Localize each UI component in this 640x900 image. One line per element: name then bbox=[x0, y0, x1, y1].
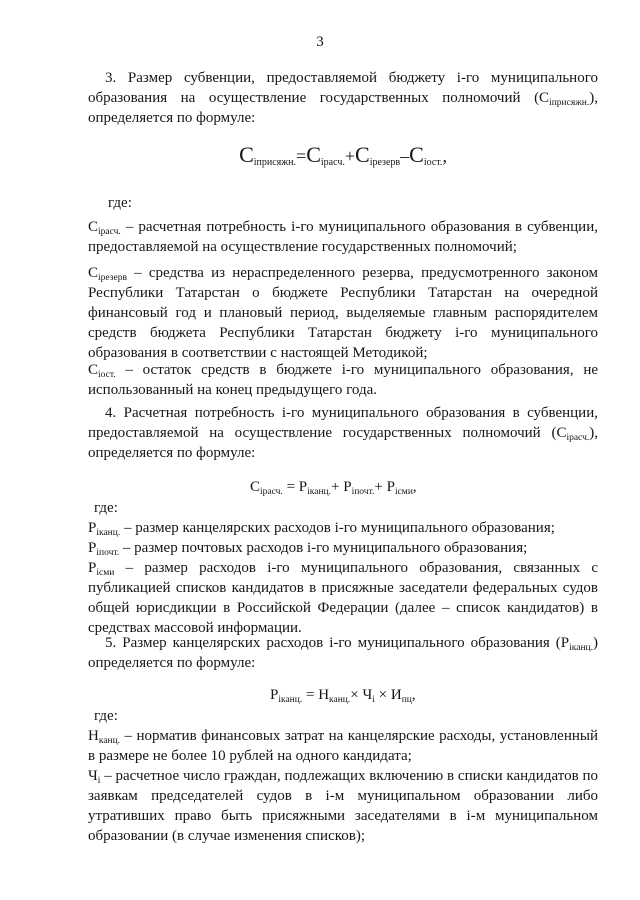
paragraph-4-subscript: iрасч. bbox=[566, 433, 590, 443]
definition-p-pocht bbox=[88, 538, 598, 558]
term-definition: – расчетное число граждан, подлежащих включению в списки кандидатов по заявкам председателей судов в i-м муниципальном образовании либо утративших право быть присяжными заседателями в i-м муниципальном образовании (в случае изменения списков); bbox=[88, 768, 598, 844]
term-subscript: iканц. bbox=[96, 528, 121, 538]
formula-operator: + bbox=[374, 479, 387, 495]
term-subscript: iрезерв bbox=[98, 273, 127, 283]
page-number: 3 bbox=[316, 34, 324, 50]
formula-operator: + bbox=[331, 479, 344, 495]
paragraph-5-subscript: iканц. bbox=[569, 643, 593, 653]
formula-symbol: C bbox=[306, 142, 321, 167]
paragraph-3-text: 3. Размер субвенции, предоставляемой бюджету i-го муниципального образования на осуществление государственных полномочий (С bbox=[88, 70, 598, 106]
formula-subscript: канц. bbox=[329, 695, 351, 705]
definition-p-smi bbox=[88, 558, 598, 638]
formula-subscript: iканц. bbox=[278, 695, 303, 705]
formula-symbol: P bbox=[386, 479, 395, 495]
definition-p-kanc bbox=[88, 518, 598, 538]
formula-operator: + bbox=[344, 146, 356, 166]
term-definition: – норматив финансовых затрат на канцелярские расходы, установленный в размере не более 10 рублей на одного кандидата; bbox=[88, 728, 598, 764]
paragraph-4-tail: ), определяется по формуле: bbox=[88, 425, 598, 461]
definition-c-rasch bbox=[88, 217, 598, 257]
definition-n-kanc bbox=[88, 726, 598, 766]
term-symbol: P bbox=[88, 560, 97, 576]
term-symbol: C bbox=[88, 362, 99, 378]
where-label-2: где: bbox=[94, 500, 118, 516]
definition-c-rezerv bbox=[88, 263, 598, 363]
formula-symbol: Ч bbox=[362, 687, 373, 703]
formula-symbol: P bbox=[270, 687, 279, 703]
term-definition: – остаток средств в бюджете i-го муниципального образования, не использованный на конец предыдущего года. bbox=[88, 362, 598, 398]
formula-symbol: P bbox=[343, 479, 352, 495]
formula-operator: = bbox=[302, 687, 319, 703]
formula-symbol: P bbox=[298, 479, 308, 495]
formula-operator: = bbox=[296, 146, 307, 166]
term-definition: – размер расходов i-го муниципального образования, связанных с публикацией списков кандидатов в присяжные заседатели федеральных судов общей юрисдикции в Российской Федерации (далее – список кандидатов) в средствах массовой информации. bbox=[88, 560, 598, 636]
term-definition: – размер почтовых расходов i-го муниципального образования; bbox=[119, 540, 528, 556]
formula-subscript: iост. bbox=[423, 157, 443, 168]
formula-subscript: iсми bbox=[394, 487, 413, 497]
term-definition: – размер канцелярских расходов i-го муниципального образования; bbox=[120, 520, 555, 536]
paragraph-4-text: 4. Расчетная потребность i-го муниципального образования в субвенции, предоставляемой на осуществление государственных полномочий (С bbox=[88, 405, 598, 441]
term-subscript: iрасч. bbox=[98, 227, 121, 237]
formula-subscript: iрезерв bbox=[369, 157, 401, 168]
formula-subscript: iпочт. bbox=[351, 487, 375, 497]
paragraph-5 bbox=[88, 633, 598, 673]
term-symbol: C bbox=[88, 265, 99, 281]
term-definition: – расчетная потребность i-го муниципального образования в субвенции, предоставляемой на осуществление государственных полномочий; bbox=[88, 219, 598, 255]
paragraph-3-tail: ), определяется по формуле: bbox=[88, 90, 598, 126]
formula-subscript: i bbox=[372, 695, 375, 705]
paragraph-3 bbox=[88, 68, 598, 128]
formula-subvention bbox=[88, 142, 598, 168]
term-symbol: Ч bbox=[88, 768, 98, 784]
formula-subscript: iрасч. bbox=[260, 487, 283, 497]
definition-ch-i bbox=[88, 766, 598, 846]
paragraph-5-tail: ) определяется по формуле: bbox=[88, 635, 598, 671]
term-subscript: iсми bbox=[96, 568, 115, 578]
formula-office-expenses bbox=[270, 685, 470, 705]
formula-operator: × bbox=[374, 687, 391, 703]
formula-subscript: iприсяжн. bbox=[253, 157, 297, 168]
where-label-3: где: bbox=[94, 708, 118, 724]
formula-symbol: C bbox=[355, 142, 370, 167]
formula-subscript: iрасч. bbox=[320, 157, 345, 168]
formula-operator: – bbox=[400, 146, 410, 166]
term-subscript: iост. bbox=[98, 370, 116, 380]
term-symbol: C bbox=[88, 219, 99, 235]
paragraph-5-text: 5. Размер канцелярских расходов i-го муниципального образования (P bbox=[105, 635, 570, 651]
formula-symbol: C bbox=[409, 142, 424, 167]
formula-trailing-comma: , bbox=[411, 687, 416, 703]
term-symbol: P bbox=[88, 520, 97, 536]
paragraph-3-subscript: iприсяжн. bbox=[549, 98, 590, 108]
definition-c-ost bbox=[88, 360, 598, 400]
paragraph-4 bbox=[88, 403, 598, 463]
term-subscript: i bbox=[97, 776, 101, 786]
formula-operator: × bbox=[350, 687, 363, 703]
formula-operator: = bbox=[282, 479, 299, 495]
where-label-1: где: bbox=[108, 195, 132, 211]
formula-symbol: И bbox=[390, 687, 402, 703]
formula-estimated-need bbox=[250, 477, 450, 497]
term-definition: – средства из нераспределенного резерва, предусмотренного законом Республики Татарстан о бюджете Республики Татарстан на очередной финансовый год и плановый период, выделяемые главным распорядителем средств бюджета Республики Татарстан бюджету i-го муниципального образования в соответствии с настоящей Методикой; bbox=[88, 265, 598, 361]
term-symbol: Н bbox=[88, 728, 99, 744]
formula-trailing-comma: , bbox=[412, 479, 417, 495]
formula-subscript: пц bbox=[401, 695, 412, 705]
term-subscript: iпочт. bbox=[96, 548, 120, 558]
term-subscript: канц. bbox=[98, 736, 121, 746]
formula-subscript: iканц. bbox=[307, 487, 331, 497]
term-symbol: P bbox=[88, 540, 97, 556]
formula-symbol: C bbox=[239, 142, 254, 167]
formula-trailing-comma: , bbox=[442, 146, 447, 166]
formula-symbol: Н bbox=[318, 687, 330, 703]
formula-symbol: C bbox=[250, 479, 261, 495]
